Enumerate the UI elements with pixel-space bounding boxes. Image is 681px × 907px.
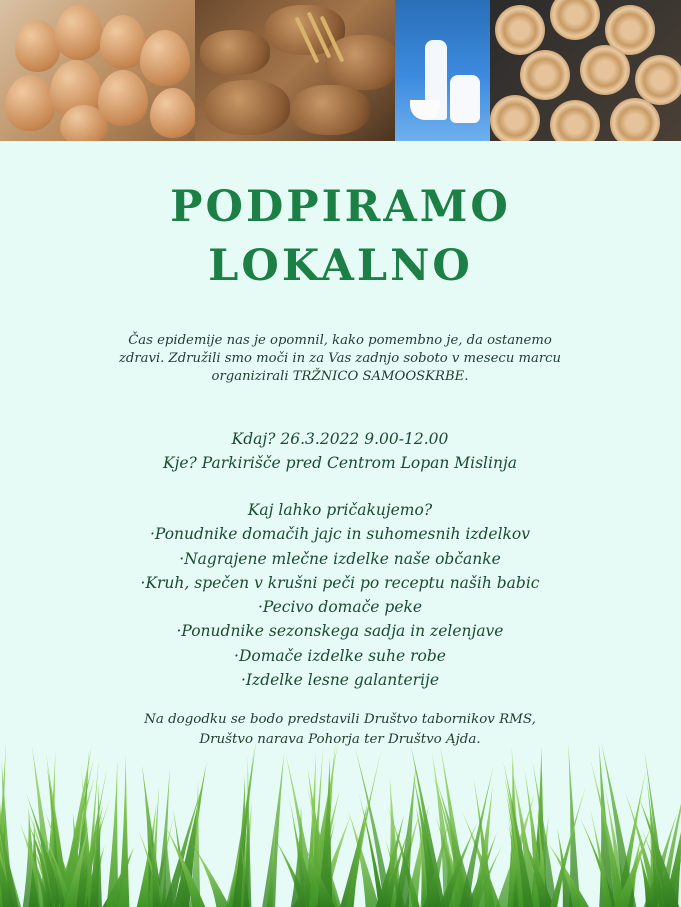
expect-section (70, 498, 610, 692)
bread-photo (195, 0, 395, 141)
intro-line-3: organizirali TRŽNICO SAMOOSKRBE. (211, 369, 469, 384)
cookies-photo (490, 0, 681, 141)
list-item: ·Izdelke lesne galanterije (240, 671, 440, 690)
intro-line-1: Čas epidemije nas je opomnil, kako pomembno je, da ostanemo (128, 333, 552, 348)
intro-text (110, 332, 570, 386)
expect-list (70, 522, 610, 692)
title-line-2: LOKALNO (208, 241, 473, 291)
intro-line-2: zdravi. Združili smo moči in za Vas zadnjo soboto v mesecu marcu (118, 351, 562, 366)
list-item: ·Domače izdelke suhe robe (234, 646, 446, 665)
event-where: Kje? Parkirišče pred Centrom Lopan Mislinja (162, 454, 518, 472)
event-when: Kdaj? 26.3.2022 9.00-12.00 (231, 430, 449, 448)
eggs-photo (0, 0, 195, 141)
title-line-1: PODPIRAMO (170, 182, 511, 232)
milk-photo (395, 0, 490, 141)
closing-line-2: Društvo narava Pohorja ter Društvo Ajda. (199, 732, 481, 747)
page-title (0, 178, 681, 296)
list-item: ·Ponudnike domačih jajc in suhomesnih izdelkov (149, 525, 531, 544)
grass-border (0, 740, 681, 907)
photo-strip (0, 0, 681, 141)
list-item: ·Nagrajene mlečne izdelke naše občanke (179, 549, 501, 568)
list-item: ·Kruh, spečen v krušni peči po receptu naših babic (140, 573, 540, 592)
closing-line-1: Na dogodku se bodo predstavili Društvo tabornikov RMS, (144, 712, 536, 727)
event-info (80, 427, 600, 475)
expect-heading: Kaj lahko pričakujemo? (247, 501, 433, 519)
list-item: ·Ponudnike sezonskega sadja in zelenjave (176, 622, 504, 641)
list-item: ·Pecivo domače peke (257, 598, 423, 617)
